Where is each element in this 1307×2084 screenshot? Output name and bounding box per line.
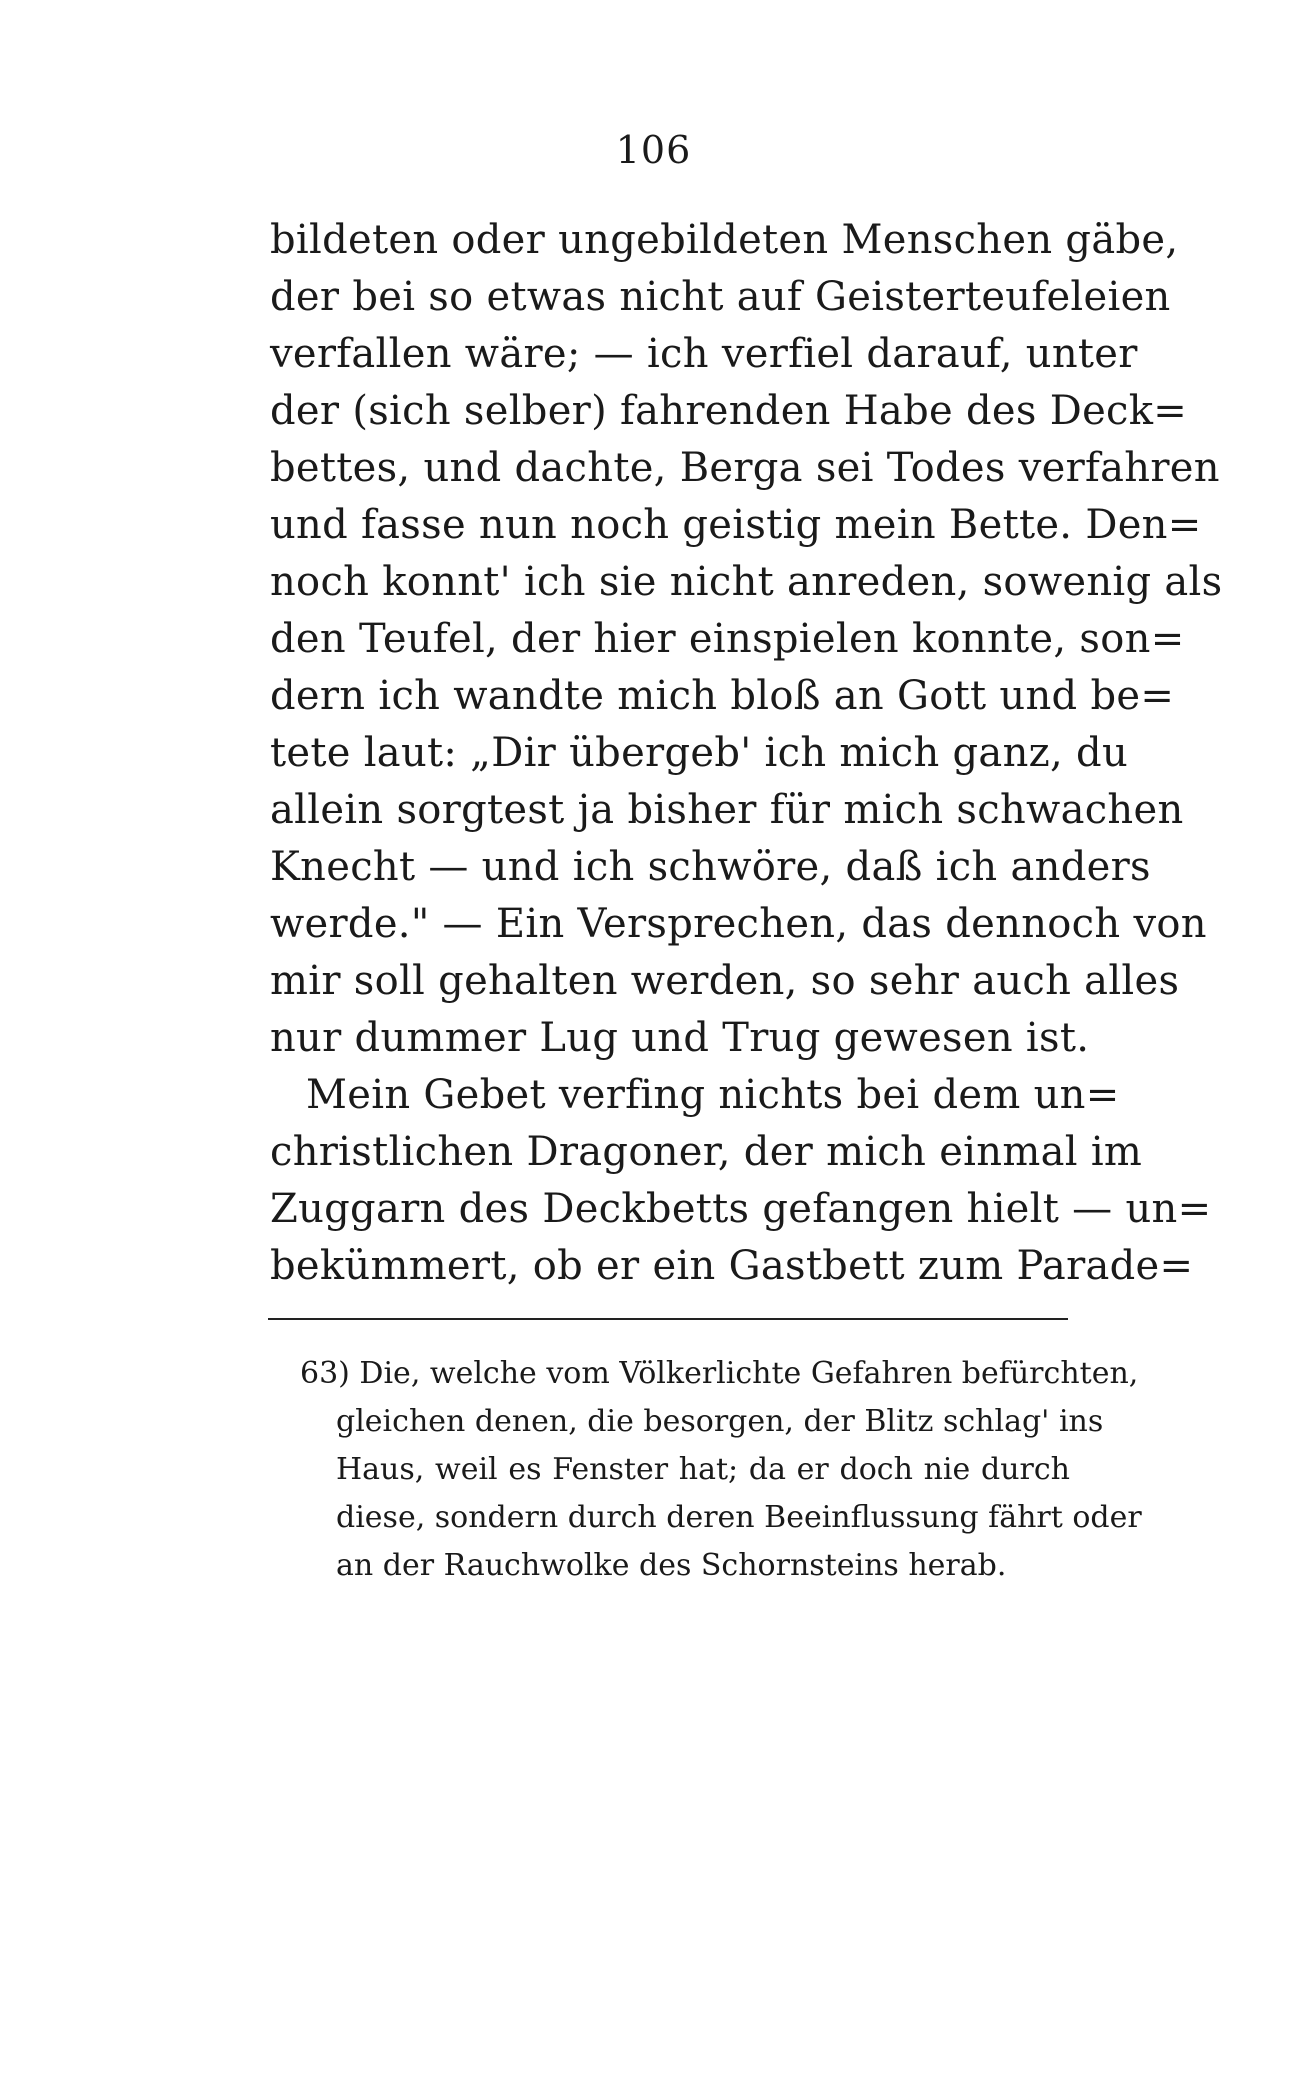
text-line: Mein Gebet verfing nichts bei dem un=	[306, 1072, 1120, 1118]
text-line: den Teufel, der hier einspielen konnte, son=	[270, 616, 1185, 662]
text-line: bettes, und dachte, Berga sei Todes verfahren	[270, 445, 1220, 491]
footnote-line: Haus, weil es Fenster hat; da er doch nie durch	[336, 1452, 1070, 1487]
text-line: bildeten oder ungebildeten Menschen gäbe,	[270, 217, 1179, 263]
footnote-line: gleichen denen, die besorgen, der Blitz schlag' ins	[336, 1404, 1104, 1439]
text-line: bekümmert, ob er ein Gastbett zum Parade=	[270, 1243, 1194, 1289]
text-line: der bei so etwas nicht auf Geisterteufeleien	[270, 274, 1171, 320]
footnote-line: diese, sondern durch deren Beeinflussung fährt oder	[336, 1500, 1142, 1535]
text-line: verfallen wäre; — ich verfiel darauf, unter	[270, 331, 1138, 377]
text-line: christlichen Dragoner, der mich einmal im	[270, 1129, 1143, 1175]
footnote-divider	[268, 1318, 1068, 1320]
page-number: 106	[615, 128, 692, 172]
text-line: tete laut: „Dir übergeb' ich mich ganz, du	[270, 730, 1129, 776]
footnote	[300, 1350, 1142, 1590]
text-line: und fasse nun noch geistig mein Bette. Den=	[270, 502, 1202, 548]
text-line: Zuggarn des Deckbetts gefangen hielt — un=	[270, 1186, 1212, 1232]
text-line: mir soll gehalten werden, so sehr auch alles	[270, 958, 1180, 1004]
text-line: dern ich wandte mich bloß an Gott und be=	[270, 673, 1175, 719]
main-text	[270, 212, 1223, 1295]
footnote-line: 63) Die, welche vom Völkerlichte Gefahren befürchten,	[300, 1356, 1139, 1391]
text-line: noch konnt' ich sie nicht anreden, sowenig als	[270, 559, 1223, 605]
footnote-line: an der Rauchwolke des Schornsteins herab.	[336, 1548, 1007, 1583]
text-line: nur dummer Lug und Trug gewesen ist.	[270, 1015, 1090, 1061]
text-line: Knecht — und ich schwöre, daß ich anders	[270, 844, 1151, 890]
text-line: allein sorgtest ja bisher für mich schwachen	[270, 787, 1184, 833]
text-line: werde." — Ein Versprechen, das dennoch von	[270, 901, 1207, 947]
text-line: der (sich selber) fahrenden Habe des Deck=	[270, 388, 1188, 434]
